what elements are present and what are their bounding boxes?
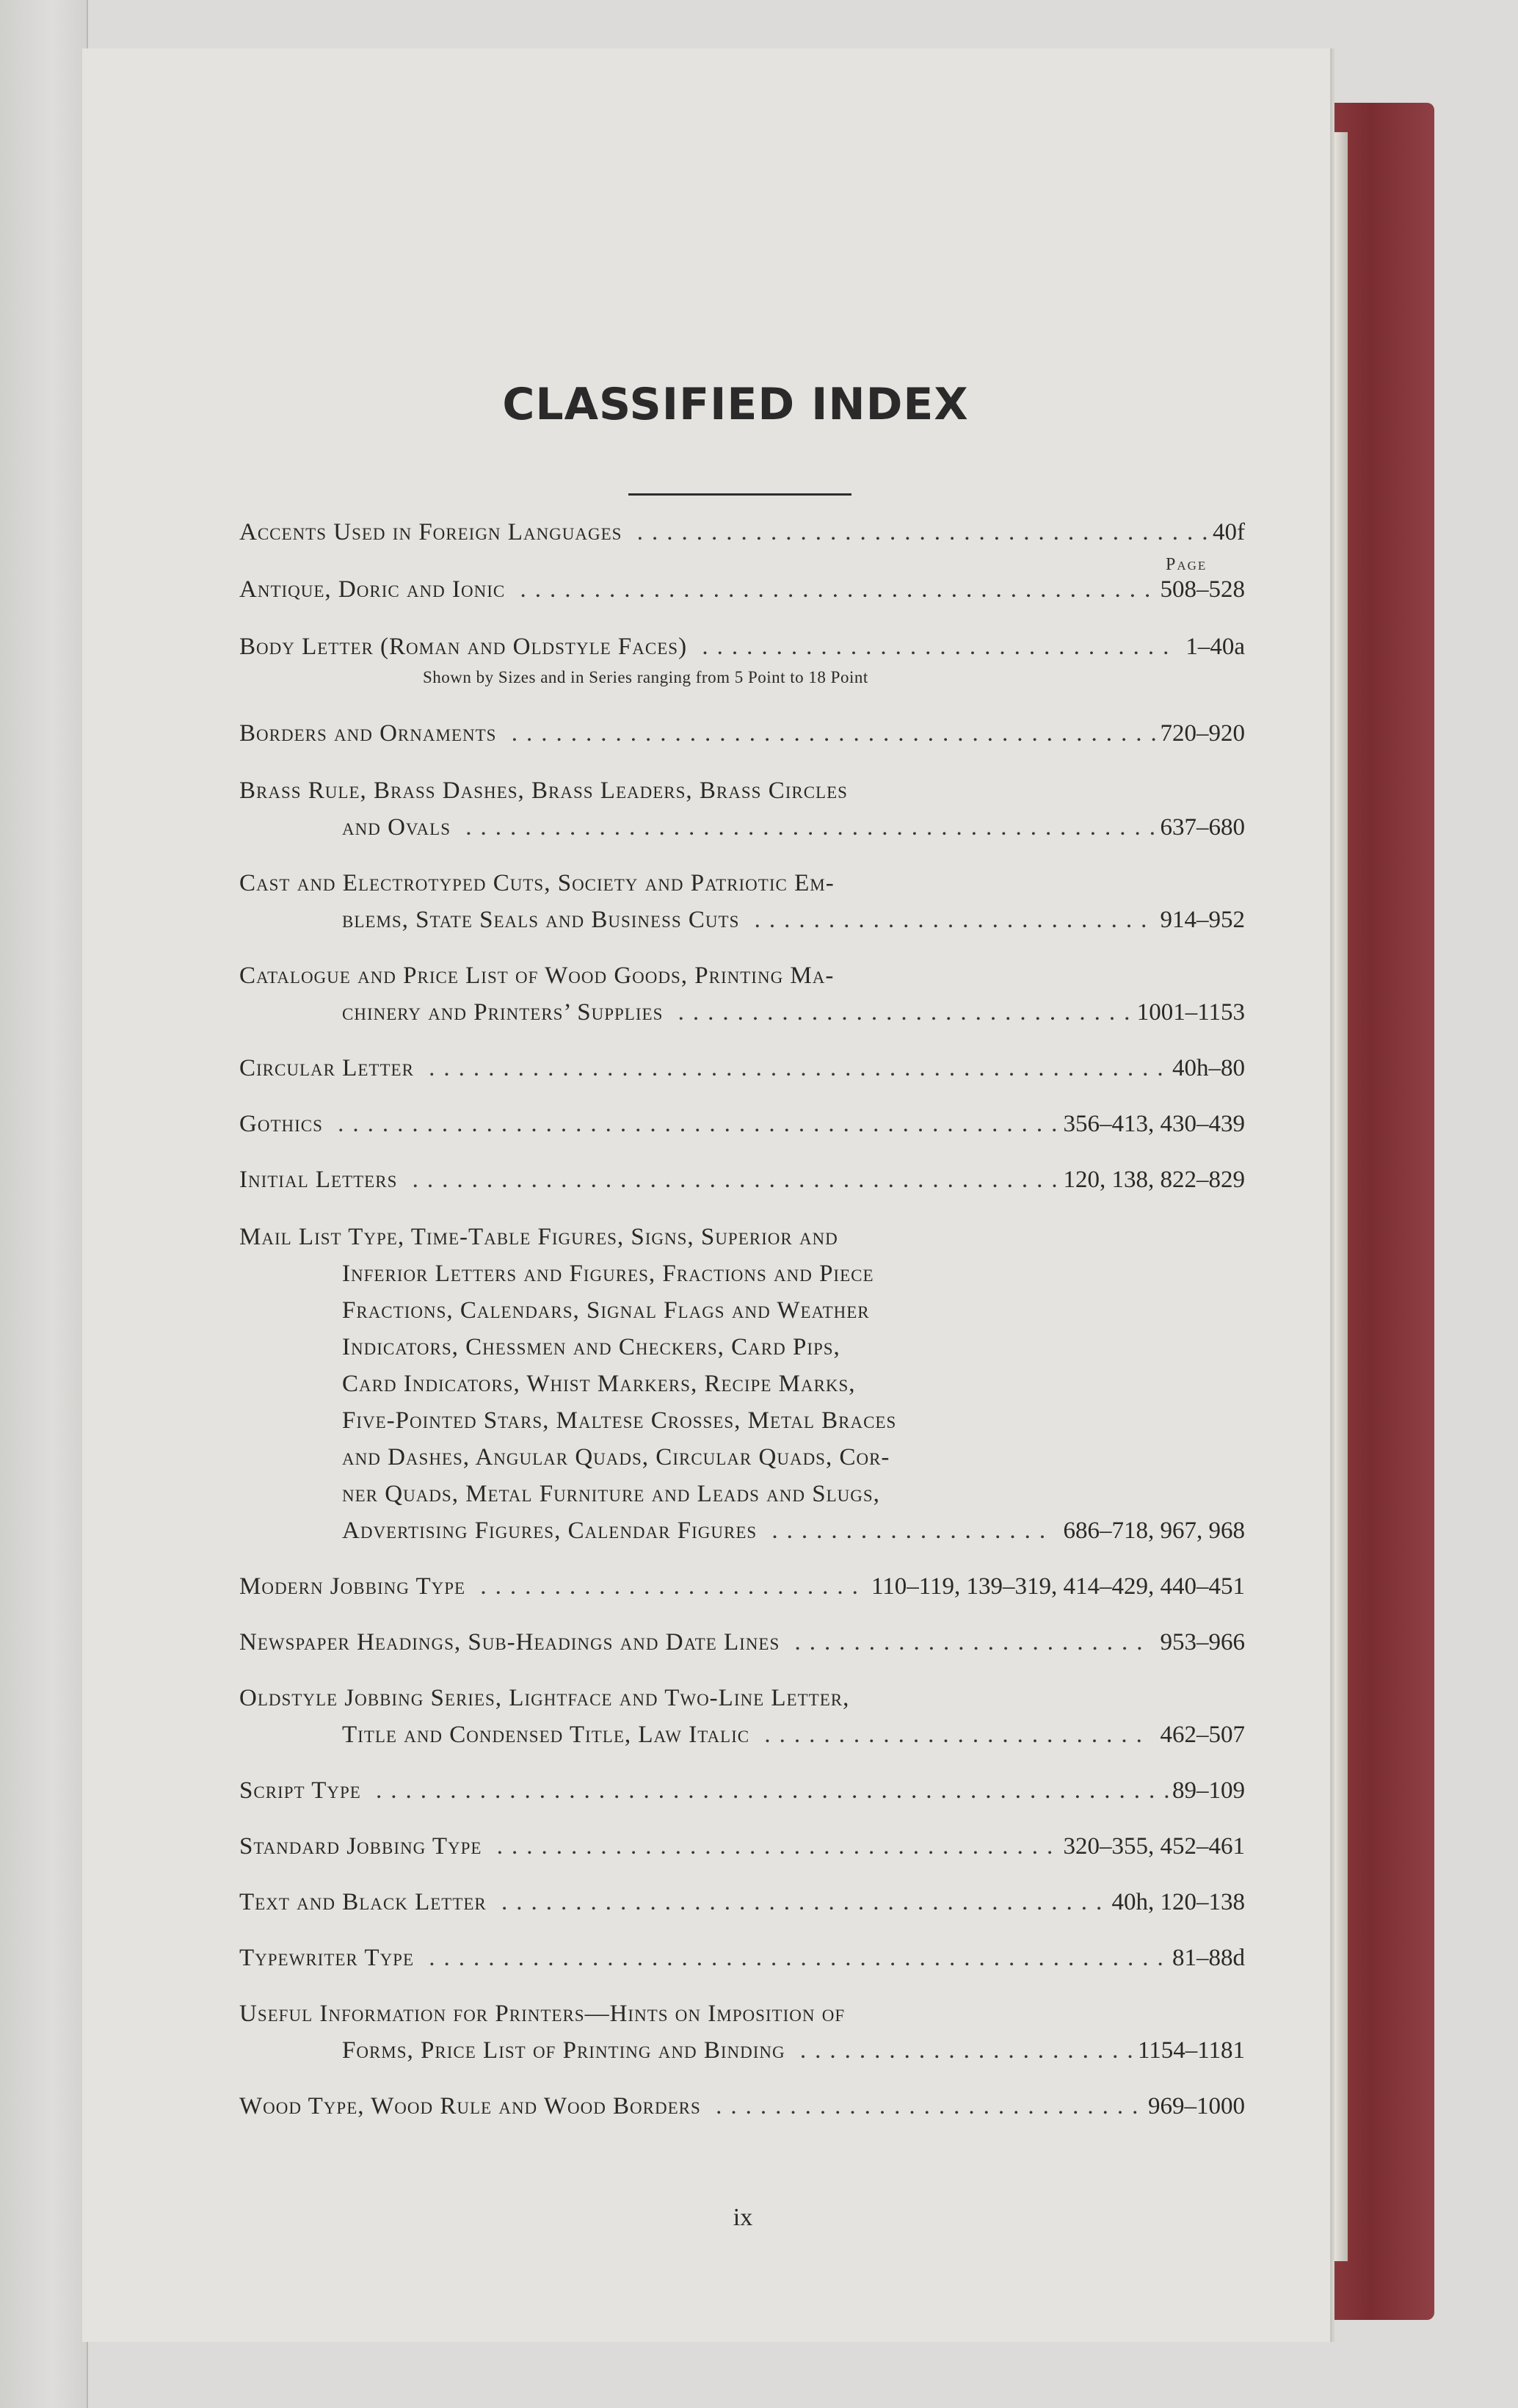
entry-page-numbers: 40f bbox=[1213, 519, 1245, 545]
entry-text: ner Quads, Metal Furniture and Leads and Slugs, bbox=[342, 1481, 880, 1507]
dot-leader: ............................. bbox=[700, 2093, 1147, 2119]
entry-line bbox=[239, 1366, 1245, 1402]
entry-page-numbers: 969–1000 bbox=[1148, 2093, 1245, 2119]
entry-text: Useful Information for Printers—Hints on Imposition of bbox=[239, 2001, 846, 2027]
entry-line bbox=[239, 2032, 1245, 2069]
dot-leader: ....................................... bbox=[622, 519, 1217, 545]
dot-leader: ............................................... bbox=[451, 814, 1165, 841]
entry-page-numbers: 89–109 bbox=[1172, 1777, 1245, 1804]
entry-line bbox=[239, 865, 1245, 902]
dot-leader: .................................................. bbox=[413, 1055, 1172, 1081]
entry-line bbox=[239, 1716, 1245, 1753]
entry-text: Modern Jobbing Type bbox=[239, 1573, 466, 1600]
index-entry bbox=[239, 1161, 1245, 1198]
entry-page-numbers: 508–528 bbox=[1160, 576, 1245, 603]
entry-page-numbers: 110–119, 139–319, 414–429, 440–451 bbox=[871, 1573, 1245, 1600]
entry-text: Body Letter (Roman and Oldstyle Faces) bbox=[239, 634, 688, 660]
entry-page-numbers: 320–355, 452–461 bbox=[1063, 1833, 1245, 1860]
entry-text: Brass Rule, Brass Dashes, Brass Leaders, Brass Circles bbox=[239, 777, 848, 804]
entry-text: Forms, Price List of Printing and Binding bbox=[342, 2037, 785, 2064]
index-entry bbox=[239, 1568, 1245, 1605]
entry-text: Initial Letters bbox=[239, 1167, 398, 1193]
entry-line bbox=[239, 1255, 1245, 1292]
entry-text: Standard Jobbing Type bbox=[239, 1833, 482, 1860]
index-entry bbox=[239, 1680, 1245, 1753]
dot-leader: ........................ bbox=[780, 1629, 1152, 1656]
entry-line bbox=[239, 957, 1245, 994]
entry-page-numbers: 462–507 bbox=[1160, 1722, 1245, 1748]
entry-line bbox=[239, 1940, 1245, 1976]
index-entry bbox=[239, 957, 1245, 1031]
entry-line bbox=[239, 1050, 1245, 1087]
entry-line bbox=[239, 1680, 1245, 1716]
index-entry bbox=[239, 1106, 1245, 1142]
page-title: CLASSIFIED INDEX bbox=[502, 379, 969, 430]
entry-text: Card Indicators, Whist Markers, Recipe Marks, bbox=[342, 1371, 856, 1397]
index-entry bbox=[239, 865, 1245, 938]
entry-page-numbers: 637–680 bbox=[1160, 814, 1245, 841]
folio-number: ix bbox=[733, 2204, 753, 2231]
dot-leader: .......................... bbox=[465, 1573, 867, 1600]
entry-page-numbers: 1154–1181 bbox=[1137, 2037, 1245, 2064]
index-entry bbox=[239, 628, 1245, 690]
entry-text: Five-Pointed Stars, Maltese Crosses, Metal Braces bbox=[342, 1407, 897, 1434]
entry-text: Fractions, Calendars, Signal Flags and Weather bbox=[342, 1297, 870, 1324]
index-entry bbox=[239, 1050, 1245, 1087]
entry-line bbox=[239, 1772, 1245, 1809]
index-entry bbox=[239, 514, 1245, 551]
index-page bbox=[82, 48, 1330, 2342]
dot-leader: ....................... bbox=[785, 2037, 1142, 2064]
dot-leader: ................................ bbox=[687, 634, 1178, 660]
entry-page-numbers: 40h, 120–138 bbox=[1111, 1889, 1245, 1915]
entry-text: Catalogue and Price List of Wood Goods, Printing Ma- bbox=[239, 962, 835, 989]
index-entry bbox=[239, 1624, 1245, 1661]
entry-line bbox=[239, 994, 1245, 1031]
entry-text: Script Type bbox=[239, 1777, 361, 1804]
entry-line bbox=[239, 1402, 1245, 1439]
entry-text: Typewriter Type bbox=[239, 1945, 415, 1971]
entry-line bbox=[239, 1219, 1245, 1255]
dot-leader: ...................................... bbox=[482, 1833, 1062, 1860]
entry-line bbox=[239, 809, 1245, 846]
entry-line bbox=[239, 1884, 1245, 1921]
dot-leader: ........................................... bbox=[505, 576, 1160, 603]
dot-leader: ................................................. bbox=[322, 1111, 1067, 1137]
entry-line bbox=[239, 514, 1245, 551]
entry-line bbox=[239, 902, 1245, 938]
entry-line bbox=[239, 715, 1245, 752]
entry-text: Newspaper Headings, Sub-Headings and Date Lines bbox=[239, 1629, 780, 1656]
entry-line bbox=[239, 1292, 1245, 1329]
entry-line bbox=[239, 1329, 1245, 1366]
entry-line bbox=[239, 1476, 1245, 1512]
entry-line bbox=[239, 628, 1245, 665]
entry-text: Circular Letter bbox=[239, 1055, 414, 1081]
index-entry bbox=[239, 772, 1245, 846]
index-entry bbox=[239, 2088, 1245, 2125]
entry-line bbox=[239, 772, 1245, 809]
entry-page-numbers: 1001–1153 bbox=[1136, 999, 1245, 1026]
dot-leader: ............................................ bbox=[397, 1167, 1067, 1193]
index-entry bbox=[239, 1772, 1245, 1809]
entry-text: Mail List Type, Time-Table Figures, Signs, Superior and bbox=[239, 1224, 838, 1250]
entry-page-numbers: 686–718, 967, 968 bbox=[1063, 1517, 1245, 1544]
dot-leader: ...................................................... bbox=[360, 1777, 1179, 1804]
entry-text: Title and Condensed Title, Law Italic bbox=[342, 1722, 750, 1748]
entry-page-numbers: 356–413, 430–439 bbox=[1063, 1111, 1245, 1137]
entry-text: Borders and Ornaments bbox=[239, 720, 497, 747]
page-column-label: Page bbox=[1166, 555, 1208, 574]
entry-text: Wood Type, Wood Rule and Wood Borders bbox=[239, 2093, 701, 2119]
entry-text: Text and Black Letter bbox=[239, 1889, 487, 1915]
entry-text: Indicators, Chessmen and Checkers, Card Pips, bbox=[342, 1334, 840, 1360]
dot-leader: ............................... bbox=[663, 999, 1139, 1026]
entry-note: Shown by Sizes and in Series ranging from 5 Point to 18 Point bbox=[423, 668, 868, 686]
dot-leader: .................................................. bbox=[414, 1945, 1172, 1971]
entry-page-numbers: 953–966 bbox=[1160, 1629, 1245, 1656]
title-rule bbox=[628, 493, 851, 496]
entry-line bbox=[239, 2088, 1245, 2125]
dot-leader: ................... bbox=[757, 1517, 1055, 1544]
index-entry bbox=[239, 1940, 1245, 1976]
entry-text: and Ovals bbox=[342, 814, 451, 841]
entry-page-numbers: 81–88d bbox=[1172, 1945, 1245, 1971]
entry-text: Gothics bbox=[239, 1111, 323, 1137]
entry-line bbox=[239, 1439, 1245, 1476]
entry-page-numbers: 40h–80 bbox=[1172, 1055, 1245, 1081]
entry-text: Accents Used in Foreign Languages bbox=[239, 519, 622, 545]
dot-leader: .......................... bbox=[749, 1722, 1151, 1748]
entry-text: blems, State Seals and Business Cuts bbox=[342, 907, 740, 933]
entry-page-numbers: 120, 138, 822–829 bbox=[1063, 1167, 1245, 1193]
entry-page-numbers: 720–920 bbox=[1160, 720, 1245, 747]
entry-page-numbers: 914–952 bbox=[1160, 907, 1245, 933]
facing-page-edge bbox=[0, 0, 88, 2408]
entry-text: Antique, Doric and Ionic bbox=[239, 576, 506, 603]
entry-line bbox=[239, 571, 1245, 608]
entry-text: Oldstyle Jobbing Series, Lightface and Two-Line Letter, bbox=[239, 1685, 850, 1711]
index-entry bbox=[239, 1219, 1245, 1549]
entry-text: Inferior Letters and Figures, Fractions and Piece bbox=[342, 1261, 874, 1287]
entry-text: chinery and Printers’ Supplies bbox=[342, 999, 664, 1026]
entry-line bbox=[239, 1995, 1245, 2032]
index-entry bbox=[239, 1828, 1245, 1865]
dot-leader: ......................................... bbox=[486, 1889, 1111, 1915]
entry-page-numbers: 1–40a bbox=[1185, 634, 1245, 660]
entry-line bbox=[239, 1624, 1245, 1661]
dot-leader: ............................................ bbox=[496, 720, 1166, 747]
entry-text: and Dashes, Angular Quads, Circular Quads, Cor- bbox=[342, 1444, 890, 1470]
index-entry bbox=[239, 715, 1245, 752]
dot-leader: ........................... bbox=[739, 907, 1156, 933]
index-entry bbox=[239, 1995, 1245, 2069]
entry-text: Cast and Electrotyped Cuts, Society and Patriotic Em- bbox=[239, 870, 835, 896]
index-entry bbox=[239, 571, 1245, 608]
entry-text: Advertising Figures, Calendar Figures bbox=[342, 1517, 758, 1544]
index-entry bbox=[239, 1884, 1245, 1921]
